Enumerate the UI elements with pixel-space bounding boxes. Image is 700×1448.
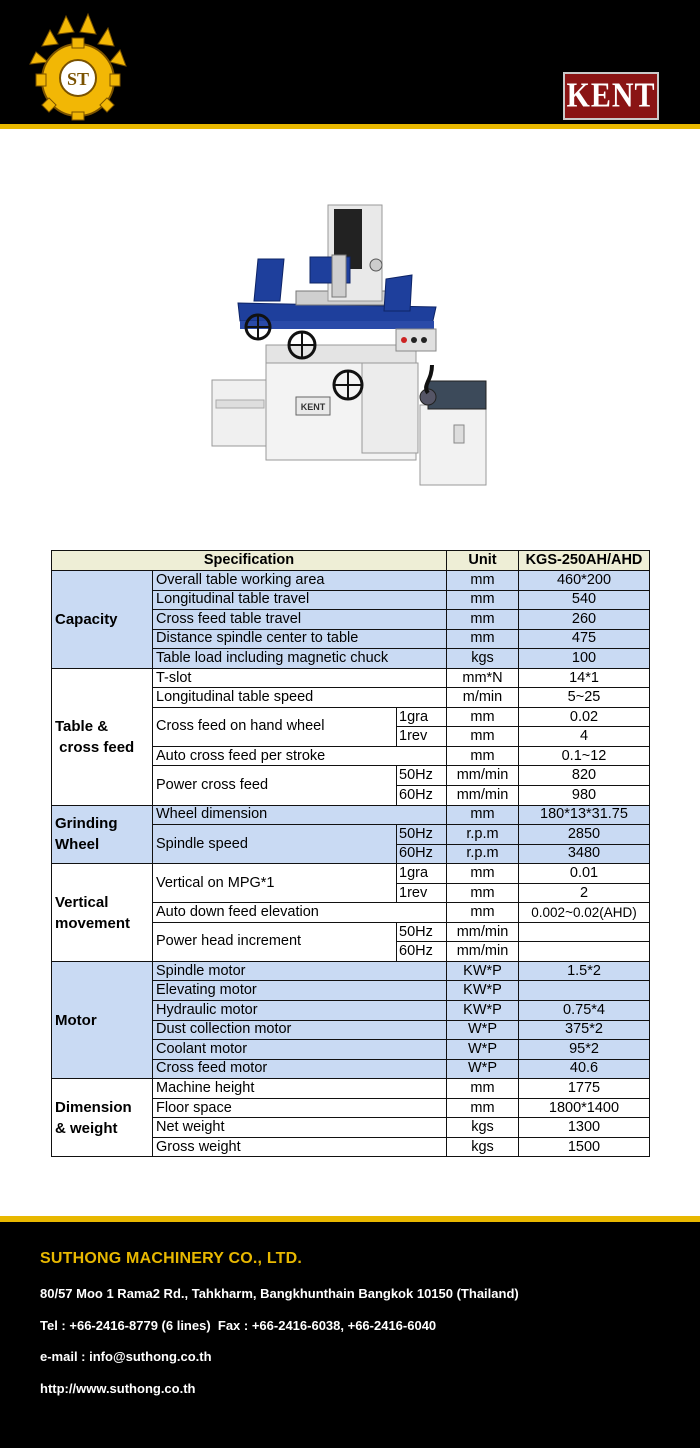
spec-name: Hydraulic motor bbox=[153, 1001, 447, 1021]
spec-unit: mm bbox=[447, 746, 519, 766]
spec-name: Vertical on MPG*1 bbox=[153, 864, 397, 903]
spec-name: Power head increment bbox=[153, 922, 397, 961]
spec-unit: mm bbox=[447, 805, 519, 825]
svg-text:ST: ST bbox=[66, 69, 90, 89]
spec-name: Machine height bbox=[153, 1079, 447, 1099]
company-email: e-mail : info@suthong.co.th bbox=[40, 1349, 212, 1364]
company-website: http://www.suthong.co.th bbox=[40, 1381, 196, 1396]
spec-unit: mm/min bbox=[447, 766, 519, 786]
spec-unit: mm bbox=[447, 864, 519, 884]
spec-unit: mm bbox=[447, 590, 519, 610]
table-row bbox=[52, 961, 650, 981]
spec-value: 980 bbox=[519, 786, 650, 806]
spec-value: 1500 bbox=[519, 1137, 650, 1157]
spec-unit: mm bbox=[447, 571, 519, 591]
spec-value: 14*1 bbox=[519, 668, 650, 688]
spec-unit: mm bbox=[447, 903, 519, 923]
spec-unit: mm bbox=[447, 1079, 519, 1099]
spec-condition: 1gra bbox=[397, 864, 447, 884]
spec-value: 1800*1400 bbox=[519, 1098, 650, 1118]
spec-value: 260 bbox=[519, 610, 650, 630]
spec-condition: 50Hz bbox=[397, 922, 447, 942]
spec-value: 5~25 bbox=[519, 688, 650, 708]
spec-unit: W*P bbox=[447, 1040, 519, 1060]
group-vertical-movement: Vertical movement bbox=[52, 864, 153, 962]
table-row bbox=[52, 668, 650, 688]
spec-name: Cross feed motor bbox=[153, 1059, 447, 1079]
spec-value: 3480 bbox=[519, 844, 650, 864]
spec-condition: 60Hz bbox=[397, 942, 447, 962]
spec-value: 2 bbox=[519, 883, 650, 903]
spec-name: Power cross feed bbox=[153, 766, 397, 805]
spec-unit: kgs bbox=[447, 649, 519, 669]
spec-condition: 1rev bbox=[397, 727, 447, 747]
spec-condition: 1gra bbox=[397, 707, 447, 727]
spec-name: Cross feed on hand wheel bbox=[153, 707, 397, 746]
suthong-gear-logo-icon bbox=[22, 12, 134, 122]
spec-unit: kgs bbox=[447, 1118, 519, 1138]
spec-value bbox=[519, 942, 650, 962]
specification-table bbox=[51, 550, 650, 1157]
spec-name: Auto cross feed per stroke bbox=[153, 746, 447, 766]
spec-name: Spindle speed bbox=[153, 825, 397, 864]
spec-unit: kgs bbox=[447, 1137, 519, 1157]
header-specification: Specification bbox=[52, 551, 447, 571]
spec-value: 95*2 bbox=[519, 1040, 650, 1060]
spec-value: 375*2 bbox=[519, 1020, 650, 1040]
spec-name: Coolant motor bbox=[153, 1040, 447, 1060]
spec-value: 0.1~12 bbox=[519, 746, 650, 766]
header-unit: Unit bbox=[447, 551, 519, 571]
spec-name: Overall table working area bbox=[153, 571, 447, 591]
spec-unit: r.p.m bbox=[447, 844, 519, 864]
spec-name: Table load including magnetic chuck bbox=[153, 649, 447, 669]
spec-unit: mm bbox=[447, 610, 519, 630]
spec-value: 100 bbox=[519, 649, 650, 669]
spec-unit: W*P bbox=[447, 1020, 519, 1040]
spec-unit: r.p.m bbox=[447, 825, 519, 845]
spec-value: 40.6 bbox=[519, 1059, 650, 1079]
spec-value: 475 bbox=[519, 629, 650, 649]
spec-unit: mm bbox=[447, 883, 519, 903]
spec-name: Spindle motor bbox=[153, 961, 447, 981]
spec-unit: mm bbox=[447, 727, 519, 747]
table-row bbox=[52, 805, 650, 825]
spec-value: 1300 bbox=[519, 1118, 650, 1138]
header-gold-line bbox=[0, 124, 700, 129]
spec-value: 0.002~0.02(AHD) bbox=[519, 903, 650, 923]
spec-value: 4 bbox=[519, 727, 650, 747]
spec-name: Wheel dimension bbox=[153, 805, 447, 825]
spec-name: T-slot bbox=[153, 668, 447, 688]
spec-value bbox=[519, 981, 650, 1001]
spec-condition: 1rev bbox=[397, 883, 447, 903]
spec-name: Dust collection motor bbox=[153, 1020, 447, 1040]
spec-unit: mm/min bbox=[447, 786, 519, 806]
spec-unit: mm bbox=[447, 707, 519, 727]
spec-name: Floor space bbox=[153, 1098, 447, 1118]
group-capacity: Capacity bbox=[52, 571, 153, 669]
spec-value bbox=[519, 922, 650, 942]
spec-name: Gross weight bbox=[153, 1137, 447, 1157]
spec-unit: KW*P bbox=[447, 961, 519, 981]
spec-unit: mm/min bbox=[447, 922, 519, 942]
spec-value: 1775 bbox=[519, 1079, 650, 1099]
spec-unit: mm bbox=[447, 1098, 519, 1118]
spec-value: 540 bbox=[519, 590, 650, 610]
spec-unit: m/min bbox=[447, 688, 519, 708]
header-model: KGS-250AH/AHD bbox=[519, 551, 650, 571]
table-header-row bbox=[52, 551, 650, 571]
kent-logo: KENT bbox=[563, 72, 659, 120]
spec-name: Longitudinal table speed bbox=[153, 688, 447, 708]
table-row bbox=[52, 1079, 650, 1099]
spec-unit: KW*P bbox=[447, 1001, 519, 1021]
table-row bbox=[52, 571, 650, 591]
spec-name: Elevating motor bbox=[153, 981, 447, 1001]
table-row bbox=[52, 864, 650, 884]
group-table-cross-feed: Table & cross feed bbox=[52, 668, 153, 805]
spec-value: 2850 bbox=[519, 825, 650, 845]
spec-condition: 60Hz bbox=[397, 844, 447, 864]
spec-value: 1.5*2 bbox=[519, 961, 650, 981]
surface-grinder-machine-image bbox=[200, 195, 500, 495]
svg-text:KENT: KENT bbox=[300, 402, 326, 412]
spec-name: Net weight bbox=[153, 1118, 447, 1138]
spec-unit: KW*P bbox=[447, 981, 519, 1001]
company-name: SUTHONG MACHINERY CO., LTD. bbox=[40, 1250, 302, 1267]
spec-value: 0.02 bbox=[519, 707, 650, 727]
spec-unit: mm bbox=[447, 629, 519, 649]
spec-value: 0.01 bbox=[519, 864, 650, 884]
spec-name: Auto down feed elevation bbox=[153, 903, 447, 923]
spec-condition: 50Hz bbox=[397, 825, 447, 845]
spec-value: 820 bbox=[519, 766, 650, 786]
spec-unit: W*P bbox=[447, 1059, 519, 1079]
spec-name: Longitudinal table travel bbox=[153, 590, 447, 610]
spec-condition: 60Hz bbox=[397, 786, 447, 806]
spec-value: 460*200 bbox=[519, 571, 650, 591]
spec-unit: mm*N bbox=[447, 668, 519, 688]
spec-unit: mm/min bbox=[447, 942, 519, 962]
company-address: 80/57 Moo 1 Rama2 Rd., Tahkharm, Bangkhunthain Bangkok 10150 (Thailand) bbox=[40, 1286, 519, 1301]
spec-condition: 50Hz bbox=[397, 766, 447, 786]
group-grinding-wheel: Grinding Wheel bbox=[52, 805, 153, 864]
spec-value: 0.75*4 bbox=[519, 1001, 650, 1021]
spec-name: Cross feed table travel bbox=[153, 610, 447, 630]
company-phone-fax: Tel : +66-2416-8779 (6 lines) Fax : +66-2416-6038, +66-2416-6040 bbox=[40, 1318, 437, 1333]
group-dimension-weight: Dimension & weight bbox=[52, 1079, 153, 1157]
group-motor: Motor bbox=[52, 961, 153, 1078]
spec-name: Distance spindle center to table bbox=[153, 629, 447, 649]
spec-value: 180*13*31.75 bbox=[519, 805, 650, 825]
